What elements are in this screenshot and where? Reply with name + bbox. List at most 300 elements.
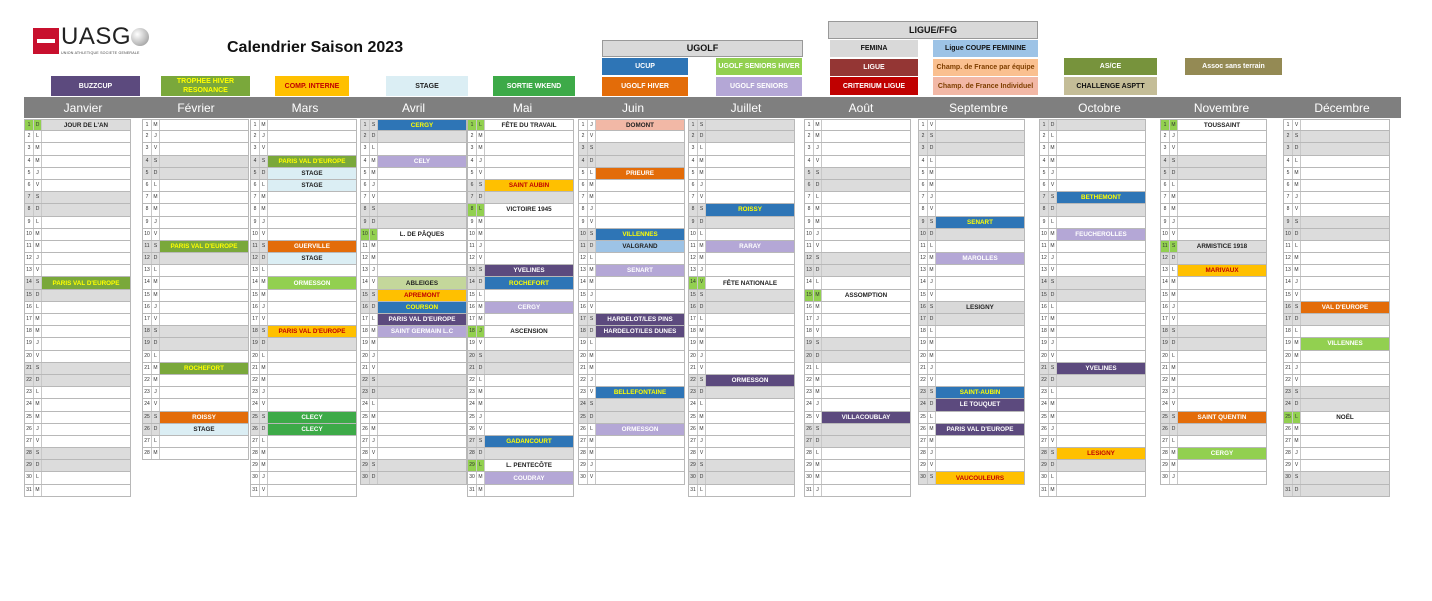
day-row[interactable] bbox=[918, 460, 1025, 472]
day-row[interactable] bbox=[918, 265, 1025, 277]
day-row[interactable] bbox=[1283, 241, 1390, 253]
day-row[interactable] bbox=[804, 375, 911, 387]
day-row[interactable] bbox=[467, 472, 574, 484]
day-row[interactable] bbox=[250, 229, 357, 241]
calendar-event[interactable]: VILLACOUBLAY bbox=[822, 412, 910, 423]
day-row[interactable] bbox=[360, 351, 467, 363]
day-row[interactable] bbox=[24, 119, 131, 131]
day-row[interactable] bbox=[142, 119, 249, 131]
day-row[interactable] bbox=[360, 217, 467, 229]
day-row[interactable] bbox=[1039, 143, 1146, 155]
day-row[interactable] bbox=[918, 424, 1025, 436]
day-row[interactable] bbox=[578, 192, 685, 204]
day-row[interactable] bbox=[1039, 485, 1146, 497]
day-row[interactable] bbox=[142, 448, 249, 460]
day-row[interactable] bbox=[142, 204, 249, 216]
day-row[interactable] bbox=[142, 302, 249, 314]
day-row[interactable] bbox=[804, 472, 911, 484]
day-row[interactable] bbox=[1039, 277, 1146, 289]
day-row[interactable] bbox=[467, 399, 574, 411]
day-row[interactable] bbox=[1160, 351, 1267, 363]
day-row[interactable] bbox=[1160, 229, 1267, 241]
day-row[interactable] bbox=[360, 253, 467, 265]
day-row[interactable] bbox=[467, 265, 574, 277]
calendar-event[interactable]: L. DE PÂQUES bbox=[399, 230, 445, 238]
day-row[interactable] bbox=[467, 180, 574, 192]
day-row[interactable] bbox=[1160, 217, 1267, 229]
day-row[interactable] bbox=[804, 277, 911, 289]
day-row[interactable] bbox=[24, 204, 131, 216]
day-row[interactable] bbox=[250, 302, 357, 314]
day-row[interactable] bbox=[250, 399, 357, 411]
day-row[interactable] bbox=[804, 143, 911, 155]
day-row[interactable] bbox=[360, 180, 467, 192]
day-row[interactable] bbox=[467, 156, 574, 168]
day-row[interactable] bbox=[142, 314, 249, 326]
day-row[interactable] bbox=[142, 217, 249, 229]
day-row[interactable] bbox=[578, 217, 685, 229]
day-row[interactable] bbox=[578, 314, 685, 326]
day-row[interactable] bbox=[1160, 460, 1267, 472]
day-row[interactable] bbox=[24, 387, 131, 399]
day-row[interactable] bbox=[467, 241, 574, 253]
day-row[interactable] bbox=[578, 265, 685, 277]
calendar-event[interactable]: GUERVILLE bbox=[268, 241, 356, 252]
day-row[interactable] bbox=[467, 412, 574, 424]
day-row[interactable] bbox=[1283, 217, 1390, 229]
day-row[interactable] bbox=[24, 436, 131, 448]
calendar-event[interactable]: MAROLLES bbox=[936, 253, 1024, 264]
day-row[interactable] bbox=[688, 375, 795, 387]
day-row[interactable] bbox=[1160, 375, 1267, 387]
day-row[interactable] bbox=[467, 460, 574, 472]
calendar-event[interactable]: STAGE bbox=[268, 253, 356, 264]
day-row[interactable] bbox=[1160, 472, 1267, 484]
day-row[interactable] bbox=[467, 485, 574, 497]
day-row[interactable] bbox=[250, 338, 357, 350]
day-row[interactable] bbox=[578, 253, 685, 265]
day-row[interactable] bbox=[1160, 277, 1267, 289]
day-row[interactable] bbox=[1039, 387, 1146, 399]
calendar-event[interactable]: ROCHEFORT bbox=[160, 363, 248, 374]
day-row[interactable] bbox=[250, 217, 357, 229]
day-row[interactable] bbox=[578, 241, 685, 253]
day-row[interactable] bbox=[918, 436, 1025, 448]
day-row[interactable] bbox=[1160, 436, 1267, 448]
calendar-event[interactable]: NOËL bbox=[1336, 413, 1354, 421]
day-row[interactable] bbox=[360, 399, 467, 411]
day-row[interactable] bbox=[467, 363, 574, 375]
calendar-event[interactable]: VALGRAND bbox=[596, 241, 684, 252]
day-row[interactable] bbox=[1039, 472, 1146, 484]
calendar-event[interactable]: PARIS VAL D'EUROPE bbox=[268, 326, 356, 337]
day-row[interactable] bbox=[467, 119, 574, 131]
day-row[interactable] bbox=[360, 192, 467, 204]
day-row[interactable] bbox=[1283, 448, 1390, 460]
calendar-event[interactable]: ROCHEFORT bbox=[485, 277, 573, 288]
day-row[interactable] bbox=[1283, 180, 1390, 192]
day-row[interactable] bbox=[1039, 424, 1146, 436]
day-row[interactable] bbox=[467, 314, 574, 326]
day-row[interactable] bbox=[250, 253, 357, 265]
day-row[interactable] bbox=[688, 131, 795, 143]
day-row[interactable] bbox=[688, 143, 795, 155]
day-row[interactable] bbox=[804, 131, 911, 143]
day-row[interactable] bbox=[1039, 326, 1146, 338]
day-row[interactable] bbox=[467, 351, 574, 363]
day-row[interactable] bbox=[360, 363, 467, 375]
day-row[interactable] bbox=[142, 363, 249, 375]
day-row[interactable] bbox=[142, 387, 249, 399]
calendar-event[interactable]: FÊTE DU TRAVAIL bbox=[501, 121, 557, 129]
day-row[interactable] bbox=[24, 131, 131, 143]
day-row[interactable] bbox=[1160, 338, 1267, 350]
day-row[interactable] bbox=[578, 302, 685, 314]
day-row[interactable] bbox=[24, 143, 131, 155]
day-row[interactable] bbox=[250, 168, 357, 180]
day-row[interactable] bbox=[1283, 143, 1390, 155]
day-row[interactable] bbox=[24, 351, 131, 363]
day-row[interactable] bbox=[1160, 302, 1267, 314]
day-row[interactable] bbox=[467, 277, 574, 289]
day-row[interactable] bbox=[688, 180, 795, 192]
day-row[interactable] bbox=[918, 277, 1025, 289]
calendar-event[interactable]: COUDRAY bbox=[485, 472, 573, 483]
day-row[interactable] bbox=[1283, 363, 1390, 375]
day-row[interactable] bbox=[360, 460, 467, 472]
day-row[interactable] bbox=[1283, 338, 1390, 350]
day-row[interactable] bbox=[578, 460, 685, 472]
calendar-event[interactable]: ASSOMPTION bbox=[844, 291, 888, 299]
day-row[interactable] bbox=[688, 326, 795, 338]
day-row[interactable] bbox=[1039, 217, 1146, 229]
calendar-event[interactable]: APREMONT bbox=[378, 290, 466, 301]
calendar-event[interactable]: SAINT AUBIN bbox=[485, 180, 573, 191]
calendar-event[interactable]: VILLENNES bbox=[1301, 338, 1389, 349]
day-row[interactable] bbox=[360, 156, 467, 168]
calendar-event[interactable]: YVELINES bbox=[485, 265, 573, 276]
day-row[interactable] bbox=[24, 302, 131, 314]
day-row[interactable] bbox=[918, 472, 1025, 484]
day-row[interactable] bbox=[578, 131, 685, 143]
day-row[interactable] bbox=[142, 131, 249, 143]
calendar-event[interactable]: ASCENSION bbox=[510, 328, 548, 336]
day-row[interactable] bbox=[688, 338, 795, 350]
day-row[interactable] bbox=[1283, 168, 1390, 180]
day-row[interactable] bbox=[360, 314, 467, 326]
day-row[interactable] bbox=[24, 277, 131, 289]
day-row[interactable] bbox=[360, 168, 467, 180]
day-row[interactable] bbox=[804, 217, 911, 229]
day-row[interactable] bbox=[1283, 253, 1390, 265]
day-row[interactable] bbox=[804, 168, 911, 180]
day-row[interactable] bbox=[1039, 265, 1146, 277]
day-row[interactable] bbox=[360, 472, 467, 484]
day-row[interactable] bbox=[250, 180, 357, 192]
calendar-event[interactable]: PRIEURE bbox=[596, 168, 684, 179]
day-row[interactable] bbox=[578, 204, 685, 216]
day-row[interactable] bbox=[1160, 314, 1267, 326]
day-row[interactable] bbox=[142, 265, 249, 277]
day-row[interactable] bbox=[804, 314, 911, 326]
day-row[interactable] bbox=[804, 156, 911, 168]
day-row[interactable] bbox=[918, 448, 1025, 460]
day-row[interactable] bbox=[1160, 326, 1267, 338]
calendar-event[interactable]: ABLEIGES bbox=[378, 277, 466, 288]
day-row[interactable] bbox=[24, 448, 131, 460]
day-row[interactable] bbox=[24, 229, 131, 241]
day-row[interactable] bbox=[688, 277, 795, 289]
day-row[interactable] bbox=[250, 314, 357, 326]
day-row[interactable] bbox=[804, 412, 911, 424]
day-row[interactable] bbox=[250, 436, 357, 448]
day-row[interactable] bbox=[360, 131, 467, 143]
day-row[interactable] bbox=[804, 180, 911, 192]
day-row[interactable] bbox=[804, 204, 911, 216]
day-row[interactable] bbox=[142, 277, 249, 289]
day-row[interactable] bbox=[24, 168, 131, 180]
day-row[interactable] bbox=[24, 290, 131, 302]
day-row[interactable] bbox=[1283, 472, 1390, 484]
calendar-event[interactable]: BETHEMONT bbox=[1057, 192, 1145, 203]
day-row[interactable] bbox=[1160, 448, 1267, 460]
day-row[interactable] bbox=[918, 229, 1025, 241]
day-row[interactable] bbox=[578, 326, 685, 338]
day-row[interactable] bbox=[24, 363, 131, 375]
day-row[interactable] bbox=[1039, 156, 1146, 168]
day-row[interactable] bbox=[804, 302, 911, 314]
calendar-event[interactable]: SENART bbox=[936, 217, 1024, 228]
day-row[interactable] bbox=[804, 460, 911, 472]
calendar-event[interactable]: RARAY bbox=[706, 241, 794, 252]
day-row[interactable] bbox=[467, 326, 574, 338]
day-row[interactable] bbox=[688, 351, 795, 363]
day-row[interactable] bbox=[24, 338, 131, 350]
day-row[interactable] bbox=[24, 180, 131, 192]
day-row[interactable] bbox=[1039, 229, 1146, 241]
day-row[interactable] bbox=[688, 217, 795, 229]
day-row[interactable] bbox=[467, 217, 574, 229]
day-row[interactable] bbox=[918, 253, 1025, 265]
day-row[interactable] bbox=[918, 156, 1025, 168]
day-row[interactable] bbox=[1160, 192, 1267, 204]
day-row[interactable] bbox=[250, 424, 357, 436]
calendar-event[interactable]: HARDELOT/LES DUNES bbox=[596, 326, 684, 337]
day-row[interactable] bbox=[1039, 131, 1146, 143]
day-row[interactable] bbox=[918, 143, 1025, 155]
day-row[interactable] bbox=[804, 326, 911, 338]
day-row[interactable] bbox=[688, 387, 795, 399]
day-row[interactable] bbox=[467, 387, 574, 399]
day-row[interactable] bbox=[142, 168, 249, 180]
day-row[interactable] bbox=[578, 472, 685, 484]
day-row[interactable] bbox=[1039, 290, 1146, 302]
day-row[interactable] bbox=[250, 241, 357, 253]
calendar-event[interactable]: VILLENNES bbox=[596, 229, 684, 240]
calendar-event[interactable]: ROISSY bbox=[160, 412, 248, 423]
day-row[interactable] bbox=[1283, 204, 1390, 216]
calendar-event[interactable]: ARMISTICE 1918 bbox=[1196, 242, 1248, 250]
day-row[interactable] bbox=[1283, 302, 1390, 314]
day-row[interactable] bbox=[1039, 192, 1146, 204]
day-row[interactable] bbox=[578, 143, 685, 155]
day-row[interactable] bbox=[360, 436, 467, 448]
day-row[interactable] bbox=[804, 424, 911, 436]
day-row[interactable] bbox=[688, 119, 795, 131]
calendar-event[interactable]: STAGE bbox=[268, 168, 356, 179]
day-row[interactable] bbox=[1039, 399, 1146, 411]
day-row[interactable] bbox=[24, 192, 131, 204]
day-row[interactable] bbox=[250, 119, 357, 131]
day-row[interactable] bbox=[250, 131, 357, 143]
day-row[interactable] bbox=[360, 302, 467, 314]
day-row[interactable] bbox=[250, 277, 357, 289]
calendar-event[interactable]: CLECY bbox=[268, 412, 356, 423]
day-row[interactable] bbox=[804, 436, 911, 448]
calendar-event[interactable]: FEUCHEROLLES bbox=[1057, 229, 1145, 240]
day-row[interactable] bbox=[1160, 363, 1267, 375]
day-row[interactable] bbox=[250, 363, 357, 375]
day-row[interactable] bbox=[1160, 424, 1267, 436]
day-row[interactable] bbox=[142, 338, 249, 350]
calendar-event[interactable]: CLECY bbox=[268, 424, 356, 435]
day-row[interactable] bbox=[688, 192, 795, 204]
day-row[interactable] bbox=[24, 241, 131, 253]
day-row[interactable] bbox=[578, 229, 685, 241]
day-row[interactable] bbox=[24, 314, 131, 326]
day-row[interactable] bbox=[24, 485, 131, 497]
day-row[interactable] bbox=[1283, 351, 1390, 363]
day-row[interactable] bbox=[918, 241, 1025, 253]
day-row[interactable] bbox=[1039, 180, 1146, 192]
calendar-event[interactable]: ORMESSON bbox=[268, 277, 356, 288]
day-row[interactable] bbox=[1039, 436, 1146, 448]
day-row[interactable] bbox=[1160, 119, 1267, 131]
day-row[interactable] bbox=[688, 485, 795, 497]
day-row[interactable] bbox=[1039, 314, 1146, 326]
day-row[interactable] bbox=[142, 229, 249, 241]
day-row[interactable] bbox=[688, 472, 795, 484]
day-row[interactable] bbox=[250, 156, 357, 168]
day-row[interactable] bbox=[918, 412, 1025, 424]
day-row[interactable] bbox=[688, 448, 795, 460]
day-row[interactable] bbox=[1039, 412, 1146, 424]
day-row[interactable] bbox=[1039, 119, 1146, 131]
day-row[interactable] bbox=[1160, 412, 1267, 424]
day-row[interactable] bbox=[1160, 204, 1267, 216]
calendar-event[interactable]: STAGE bbox=[160, 424, 248, 435]
day-row[interactable] bbox=[1160, 399, 1267, 411]
day-row[interactable] bbox=[142, 180, 249, 192]
day-row[interactable] bbox=[360, 290, 467, 302]
calendar-event[interactable]: L. PENTECÔTE bbox=[506, 462, 552, 470]
day-row[interactable] bbox=[467, 229, 574, 241]
day-row[interactable] bbox=[688, 290, 795, 302]
day-row[interactable] bbox=[1160, 290, 1267, 302]
day-row[interactable] bbox=[1160, 168, 1267, 180]
day-row[interactable] bbox=[918, 338, 1025, 350]
day-row[interactable] bbox=[1160, 265, 1267, 277]
calendar-event[interactable]: PARIS VAL D'EUROPE bbox=[42, 277, 130, 288]
calendar-event[interactable]: LESIGNY bbox=[936, 302, 1024, 313]
day-row[interactable] bbox=[688, 156, 795, 168]
day-row[interactable] bbox=[578, 290, 685, 302]
day-row[interactable] bbox=[1039, 168, 1146, 180]
day-row[interactable] bbox=[360, 326, 467, 338]
calendar-event[interactable]: PARIS VAL D'EUROPE bbox=[936, 424, 1024, 435]
day-row[interactable] bbox=[360, 204, 467, 216]
day-row[interactable] bbox=[1039, 448, 1146, 460]
calendar-event[interactable]: PARIS VAL D'EUROPE bbox=[268, 156, 356, 167]
day-row[interactable] bbox=[1283, 229, 1390, 241]
day-row[interactable] bbox=[804, 192, 911, 204]
day-row[interactable] bbox=[467, 338, 574, 350]
day-row[interactable] bbox=[360, 448, 467, 460]
day-row[interactable] bbox=[1160, 143, 1267, 155]
day-row[interactable] bbox=[578, 375, 685, 387]
calendar-event[interactable]: VICTOIRE 1945 bbox=[506, 206, 552, 214]
day-row[interactable] bbox=[142, 436, 249, 448]
calendar-event[interactable]: TOUSSAINT bbox=[1203, 121, 1241, 129]
day-row[interactable] bbox=[250, 143, 357, 155]
day-row[interactable] bbox=[467, 290, 574, 302]
day-row[interactable] bbox=[804, 338, 911, 350]
calendar-event[interactable]: ORMESSON bbox=[596, 424, 684, 435]
day-row[interactable] bbox=[688, 399, 795, 411]
day-row[interactable] bbox=[467, 375, 574, 387]
day-row[interactable] bbox=[918, 204, 1025, 216]
day-row[interactable] bbox=[1283, 485, 1390, 497]
day-row[interactable] bbox=[24, 265, 131, 277]
day-row[interactable] bbox=[688, 302, 795, 314]
calendar-event[interactable]: SAINT-AUBIN bbox=[936, 387, 1024, 398]
day-row[interactable] bbox=[467, 168, 574, 180]
day-row[interactable] bbox=[1039, 460, 1146, 472]
day-row[interactable] bbox=[1283, 290, 1390, 302]
day-row[interactable] bbox=[467, 448, 574, 460]
day-row[interactable] bbox=[918, 180, 1025, 192]
calendar-event[interactable]: COURSON bbox=[378, 302, 466, 313]
day-row[interactable] bbox=[804, 229, 911, 241]
day-row[interactable] bbox=[360, 387, 467, 399]
day-row[interactable] bbox=[467, 204, 574, 216]
day-row[interactable] bbox=[1039, 338, 1146, 350]
day-row[interactable] bbox=[804, 387, 911, 399]
day-row[interactable] bbox=[1283, 326, 1390, 338]
day-row[interactable] bbox=[688, 253, 795, 265]
day-row[interactable] bbox=[142, 253, 249, 265]
day-row[interactable] bbox=[1283, 399, 1390, 411]
day-row[interactable] bbox=[360, 229, 467, 241]
calendar-event[interactable]: SENART bbox=[596, 265, 684, 276]
calendar-event[interactable]: YVELINES bbox=[1057, 363, 1145, 374]
day-row[interactable] bbox=[250, 265, 357, 277]
day-row[interactable] bbox=[250, 460, 357, 472]
day-row[interactable] bbox=[250, 412, 357, 424]
day-row[interactable] bbox=[578, 363, 685, 375]
day-row[interactable] bbox=[804, 363, 911, 375]
calendar-event[interactable]: BELLEFONTAINE bbox=[596, 387, 684, 398]
calendar-event[interactable]: SAINT GERMAIN L.C bbox=[378, 326, 466, 337]
day-row[interactable] bbox=[1283, 131, 1390, 143]
calendar-event[interactable]: DOMONT bbox=[596, 120, 684, 130]
calendar-event[interactable]: ROISSY bbox=[706, 204, 794, 215]
day-row[interactable] bbox=[688, 460, 795, 472]
day-row[interactable] bbox=[1283, 375, 1390, 387]
day-row[interactable] bbox=[1283, 192, 1390, 204]
day-row[interactable] bbox=[578, 156, 685, 168]
day-row[interactable] bbox=[688, 241, 795, 253]
